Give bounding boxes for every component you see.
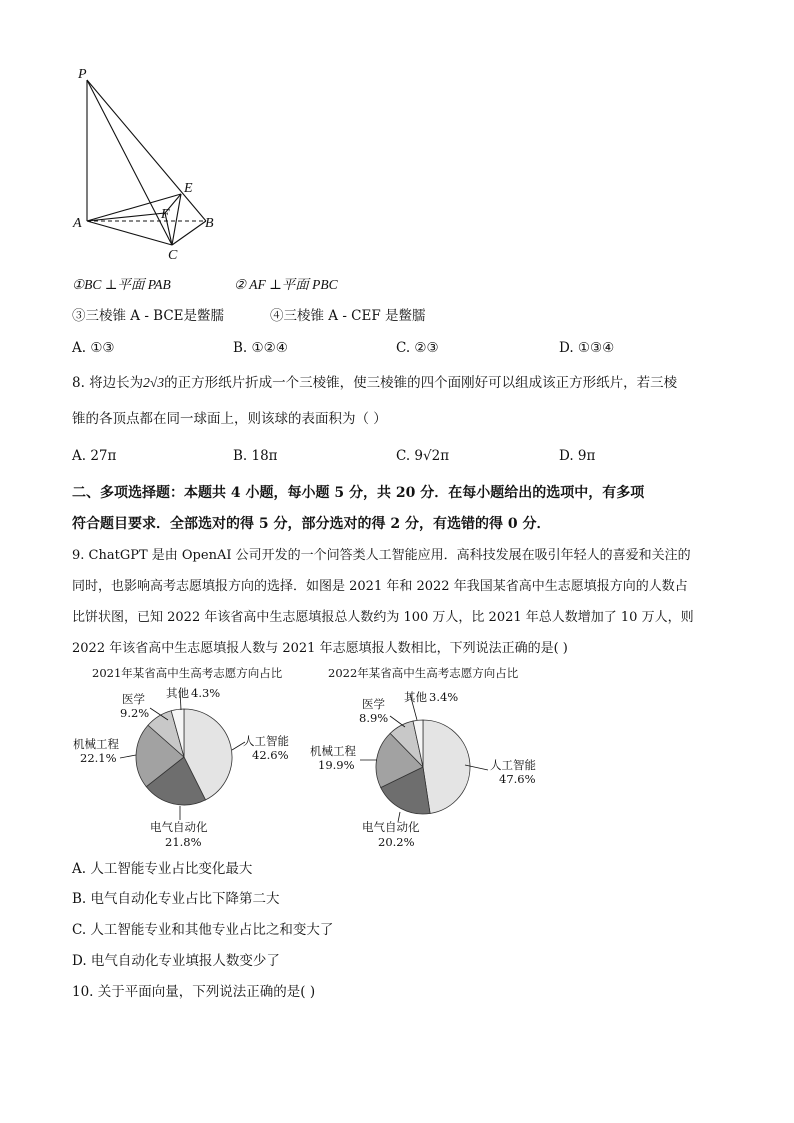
q8-option-a: A. 27π	[72, 448, 117, 464]
q7-option-d: D. ①③④	[559, 340, 615, 356]
edge-pb	[87, 80, 206, 221]
pie-2021-label-mech: 机械工程	[73, 737, 119, 751]
edge-ac	[87, 221, 172, 245]
q8-line-2: 锥的各顶点都在同一球面上，则该球的表面积为（ ）	[72, 411, 387, 427]
q7-option-b: B. ①②④	[233, 340, 288, 356]
q8-option-b: B. 18π	[233, 448, 278, 464]
pie-2021-label-elec: 电气自动化	[150, 820, 208, 834]
pie-2022-label-mech-pct: 19.9%	[318, 758, 355, 772]
pie-2022-label-medical-pct: 8.9%	[359, 711, 389, 725]
q8-line-1-post: 的正方形纸片折成一个三棱锥，使三棱锥的四个面刚好可以组成该正方形纸片，若三棱	[164, 375, 678, 391]
pie-2021-label-other: 其他	[166, 686, 189, 700]
edge-pc	[87, 80, 172, 245]
pie-2021-label-medical-pct: 9.2%	[120, 706, 150, 720]
edge-ce	[172, 194, 181, 245]
q9-line-1: 9. ChatGPT 是由 OpenAI 公司开发的一个问答类人工智能应用．高科技发展在吸引年轻人的喜爱和关注的	[72, 548, 691, 563]
pie-2022-label-other: 其他	[404, 690, 427, 704]
q7-statement-1: ①BC ⊥平面 PAB	[72, 277, 171, 292]
q9-line-2: 同时，也影响高考志愿填报方向的选择．如图是 2021 年和 2022 年我国某省高中生志愿填报方向的人数占	[72, 579, 688, 594]
q8-option-d: D. 9π	[559, 448, 596, 464]
point-label-f: F	[161, 207, 170, 222]
point-label-b: B	[205, 216, 214, 231]
pie-2022-label-medical: 医学	[362, 697, 385, 711]
point-label-c: C	[168, 248, 178, 263]
pie-2021-title: 2021年某省高中生高考志愿方向占比	[92, 666, 283, 680]
q9-line-3: 比饼状图，已知 2022 年该省高中生志愿填报总人数约为 100 万人，比 2021 年总人数增加了 10 万人，则	[72, 610, 694, 625]
pie-2021-label-elec-pct: 21.8%	[165, 835, 202, 849]
q7-statement-4: ④三棱锥 A - CEF 是鳖臑	[270, 308, 426, 324]
pie-2022-label-ai: 人工智能	[490, 758, 536, 772]
q8-option-c: C. 9√2π	[396, 448, 450, 464]
pie-2022-label-other-pct: 3.4%	[429, 690, 459, 704]
pie-2021-label-medical: 医学	[122, 692, 145, 706]
pie-2022-label-elec: 电气自动化	[362, 820, 420, 834]
q9-option-d: D. 电气自动化专业填报人数变少了	[72, 953, 280, 969]
q8-line-1-pre: 8. 将边长为	[72, 375, 144, 391]
pie-2021	[136, 709, 232, 805]
q10-line-1: 10. 关于平面向量，下列说法正确的是( )	[72, 984, 316, 1000]
q7-option-a: A. ①③	[72, 340, 115, 356]
pie-2022	[376, 720, 470, 814]
q9-option-a: A. 人工智能专业占比变化最大	[72, 861, 253, 877]
tetrahedron-figure	[0, 0, 794, 270]
pie-2022-label-elec-pct: 20.2%	[378, 835, 415, 849]
pie-2021-label-ai: 人工智能	[243, 734, 289, 748]
q7-option-c: C. ②③	[396, 340, 439, 356]
edge-cb	[172, 221, 206, 245]
q8-line-1	[72, 374, 677, 392]
section-2-heading-line-2: 符合题目要求．全部选对的得 5 分，部分选对的得 2 分，有选错的得 0 分．	[72, 516, 551, 532]
point-label-a: A	[73, 216, 82, 231]
q7-statement-2: ② AF ⊥平面 PBC	[234, 277, 338, 292]
pie-2021-label-other-pct: 4.3%	[191, 686, 221, 700]
edge-af	[87, 213, 165, 221]
point-label-p: P	[78, 67, 87, 82]
pie-charts	[0, 660, 794, 860]
pie-2021-label-mech-pct: 22.1%	[80, 751, 117, 765]
q9-option-b: B. 电气自动化专业占比下降第二大	[72, 891, 280, 907]
q7-statement-3: ③三棱锥 A - BCE是鳖臑	[72, 308, 225, 324]
pie-2022-label-mech: 机械工程	[310, 744, 356, 758]
figure-edges	[87, 80, 206, 245]
section-2-heading-line-1: 二、多项选择题：本题共 4 小题，每小题 5 分，共 20 分．在每小题给出的选项中，有多项	[72, 485, 645, 501]
q8-side-length: 2√3	[143, 375, 165, 390]
pie-2022-slice-0	[423, 720, 470, 813]
q9-option-c: C. 人工智能专业和其他专业占比之和变大了	[72, 922, 334, 938]
point-label-e: E	[184, 181, 193, 196]
pie-2022-label-ai-pct: 47.6%	[499, 772, 536, 786]
pie-2021-label-ai-pct: 42.6%	[252, 748, 289, 762]
q9-line-4: 2022 年该省高中生志愿填报人数与 2021 年志愿填报人数相比，下列说法正确的是( )	[72, 641, 568, 656]
pie-2022-title: 2022年某省高中生高考志愿方向占比	[328, 666, 519, 680]
